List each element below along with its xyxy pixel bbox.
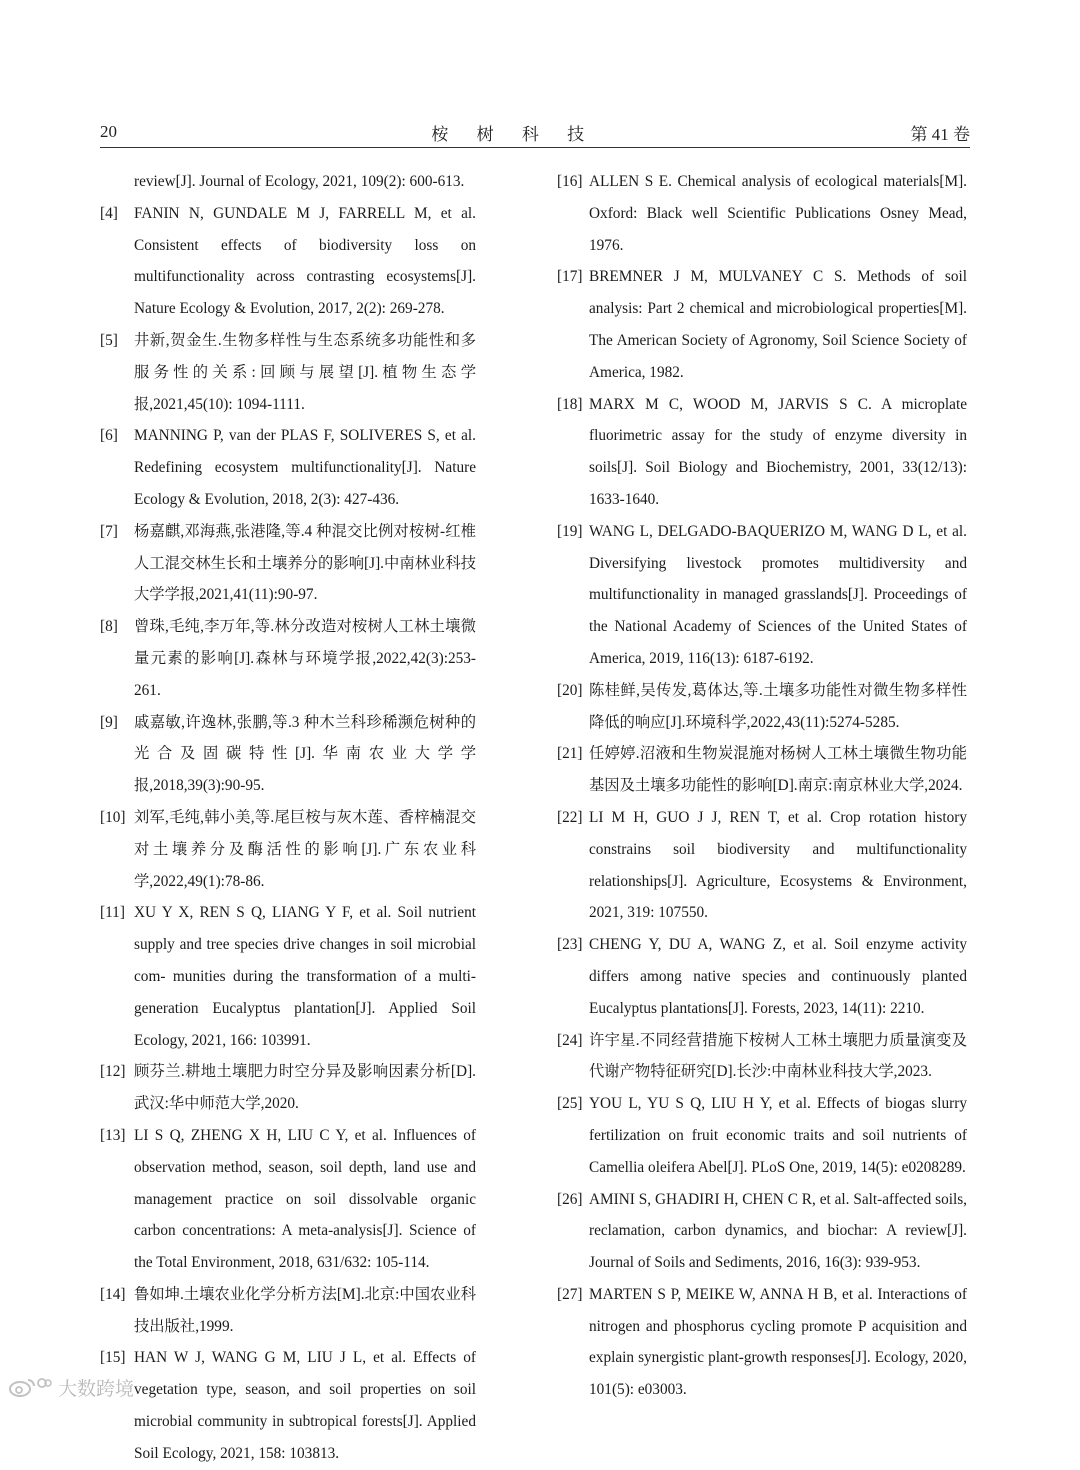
reference-item [100,198,476,325]
right-reference-column [557,166,967,1406]
reference-text: CHENG Y, DU A, WANG Z, et al. Soil enzyme activity differs among native species and continuously planted Eucalyptus plantations[J]. Forests, 2023, 14(11): 2210. [589,936,967,1017]
reference-item [100,611,476,706]
reference-number: [6] [100,427,118,445]
reference-item [100,1279,476,1343]
reference-item [557,738,967,802]
reference-text: YOU L, YU S Q, LIU H Y, et al. Effects of biogas slurry fertilization on fruit economic traits and soil nutrients of Camellia oleifera Abel[J]. PLoS One, 2019, 14(5): e0208289. [589,1095,967,1176]
reference-number: [8] [100,618,118,636]
reference-number: [16] [557,173,583,190]
reference-number: [21] [557,745,583,763]
reference-item [557,1184,967,1279]
reference-text: MANNING P, van der PLAS F, SOLIVERES S, et al. Redefining ecosystem multifunctionality[J]. Nature Ecology & Evolution, 2018, 2(3): 427-436. [134,427,476,508]
reference-number: [17] [557,268,583,286]
reference-item [557,675,967,739]
reference-text: AMINI S, GHADIRI H, CHEN C R, et al. Salt-affected soils, reclamation, carbon dynamics, and biochar: A review[J]. Journal of Soils and Sediments, 2016, 16(3): 939-953. [589,1190,967,1272]
reference-item [100,707,476,802]
reference-text: MARTEN S P, MEIKE W, ANNA H B, et al. Interactions of nitrogen and phosphorus cycling promote P acquisition and explain synergistic plant-growth responses[J]. Ecology, 2020, 101(5): e03003. [589,1285,967,1399]
reference-text: 杨嘉麒,邓海燕,张港隆,等.4 种混交比例对桉树-红椎人工混交林生长和土壤养分的影响[J].中南林业科技大学学报,2021,41(11):90-97. [134,522,476,604]
reference-number: [14] [100,1285,126,1303]
reference-number: [25] [557,1095,583,1113]
watermark [8,1374,134,1400]
reference-item [100,325,476,420]
reference-number: [20] [557,681,583,699]
reference-number: [18] [557,395,583,413]
reference-number: [10] [100,808,126,826]
reference-item [100,897,476,1056]
reference-item [557,1088,967,1183]
reference-number: [19] [557,522,583,540]
reference-item [100,1056,476,1120]
reference-item [557,802,967,929]
reference-text: BREMNER J M, MULVANEY C S. Methods of soil analysis: Part 2 chemical and microbiological properties[M]. The American Society of Agronomy, Soil Science Society of America, 1982. [589,268,967,381]
reference-text: LI S Q, ZHENG X H, LIU C Y, et al. Influences of observation method, season, soil depth, land use and management practice on soil dissolvable organic carbon concentrations: A meta-analysis[J]. Science of the Total Environment, 2018, 631/632: 105-114. [134,1126,476,1272]
reference-item [557,389,967,516]
reference-text: 陈桂鲜,吴传发,葛体达,等.土壤多功能性对微生物多样性降低的响应[J].环境科学,2022,43(11):5274-5285. [589,681,967,731]
reference-text: FANIN N, GUNDALE M J, FARRELL M, et al. Consistent effects of biodiversity loss on multifunctionality across contrasting ecosystems[J]. Nature Ecology & Evolution, 2017, 2(2): 269-278. [134,204,476,318]
reference-text: HAN W J, WANG G M, LIU J L, et al. Effects of vegetation type, season, and soil properties on soil microbial community in subtropical forests[J]. Applied Soil Ecology, 2021, 158: 103813. [134,1349,476,1462]
reference-text: ALLEN S E. Chemical analysis of ecological materials[M]. Oxford: Black well Scientific Publications Osney Mead, 1976. [589,173,967,254]
reference-item [557,261,967,388]
reference-text: 井新,贺金生.生物多样性与生态系统多功能性和多服务性的关系:回顾与展望[J].植物生态学报,2021,45(10): 1094-1111. [134,331,476,413]
reference-text: 戚嘉敏,许逸林,张鹏,等.3 种木兰科珍稀濒危树种的光合及固碳特性[J].华南农业大学学报,2018,39(3):90-95. [134,713,476,795]
reference-item [557,166,967,261]
reference-number: [12] [100,1063,126,1081]
reference-text: review[J]. Journal of Ecology, 2021, 109(2): 600-613. [134,173,465,190]
reference-text: 顾芬兰.耕地土壤肥力时空分异及影响因素分析[D].武汉:华中师范大学,2020. [134,1063,476,1113]
reference-number: [22] [557,808,583,826]
reference-item [557,1279,967,1406]
page-number: 20 [100,122,117,141]
reference-number: [24] [557,1031,583,1049]
running-header [100,120,970,144]
reference-text: 刘军,毛纯,韩小美,等.尾巨桉与灰木莲、香梓楠混交对土壤养分及酶活性的影响[J].广东农业科学,2022,49(1):78-86. [134,808,476,890]
reference-number: [26] [557,1190,583,1208]
reference-text: WANG L, DELGADO-BAQUERIZO M, WANG D L, et al. Diversifying livestock promotes multidiversity and multifunctionality in managed grasslands[J]. Proceedings of the National Academy of Sciences of the United States of America, 2019, 116(13): 6187-6192. [589,522,967,667]
left-reference-column [100,166,476,1470]
reference-item [100,166,476,198]
reference-number: [9] [100,713,118,731]
reference-text: XU Y X, REN S Q, LIANG Y F, et al. Soil nutrient supply and tree species drive changes in soil microbial com- munities during the transformation of a multi-generation Eucalyptus plantation[J]. Applied Soil Ecology, 2021, 166: 103991. [134,904,476,1049]
reference-text: 曾珠,毛纯,李万年,等.林分改造对桉树人工林土壤微量元素的影响[J].森林与环境学报,2022,42(3):253-261. [134,618,476,699]
watermark-text: 大数跨境 [58,1377,135,1400]
reference-text: 任婷婷.沼液和生物炭混施对杨树人工林土壤微生物功能基因及土壤多功能性的影响[D].南京:南京林业大学,2024. [589,745,967,795]
reference-number: [5] [100,331,118,349]
reference-item [557,1025,967,1089]
reference-item [100,1342,476,1469]
reference-item [100,802,476,897]
reference-item [100,420,476,515]
header-rule [100,147,970,148]
reference-number: [23] [557,936,583,954]
journal-title: 桉 树 科 技 [431,124,597,144]
reference-text: 许宇星.不同经营措施下桉树人工林土壤肥力质量演变及代谢产物特征研究[D].长沙:中南林业科技大学,2023. [589,1031,967,1081]
reference-text: MARX M C, WOOD M, JARVIS S C. A microplate fluorimetric assay for the study of enzyme diversity in soils[J]. Soil Biology and Biochemistry, 2001, 33(12/13): 1633-1640. [589,395,967,508]
reference-item [100,1120,476,1279]
reference-text: LI M H, GUO J J, REN T, et al. Crop rotation history constrains soil biodiversity and multifunctionality relationships[J]. Agriculture, Ecosystems & Environment, 2021, 319: 107550. [589,808,967,922]
reference-item [557,929,967,1024]
reference-item [557,516,967,675]
reference-number: [27] [557,1285,583,1303]
reference-number: [15] [100,1349,126,1367]
reference-text: 鲁如坤.土壤农业化学分析方法[M].北京:中国农业科技出版社,1999. [134,1285,476,1335]
reference-item [100,516,476,611]
volume-label: 第 41 卷 [910,124,970,144]
reference-number: [11] [100,904,125,922]
reference-number: [7] [100,522,118,540]
weibo-logo-icon [8,1375,52,1399]
reference-number: [4] [100,204,118,222]
reference-number: [13] [100,1126,126,1144]
